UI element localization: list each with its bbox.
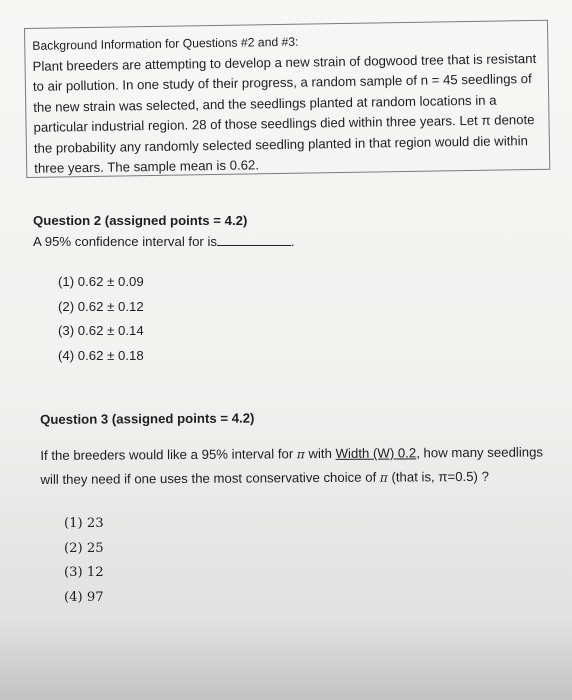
question-3-option-1[interactable]: (1) 23 [64,516,104,531]
question-3-line-2 [40,469,489,487]
background-line-4: particular industrial region. 28 of those seedlings died within three years. Let π denote [33,111,535,135]
question-3-line-1 [40,444,543,463]
pi-symbol: π [296,447,305,462]
question-2-option-2[interactable]: (2) 0.62 ± 0.12 [58,298,144,314]
background-info-box [24,20,550,178]
pi-symbol-2: π [379,470,388,485]
background-title: Background Information for Questions #2 and #3: [32,34,299,53]
question-2-title: Question 2 (assigned points = 4.2) [33,213,248,228]
question-3-text [40,440,543,492]
question-3-option-4[interactable]: (4) 97 [64,589,104,605]
bleed-through-text [290,198,293,212]
question-3-line-1-start: If the breeders would like a 95% interval for [40,446,294,463]
question-2-options [58,270,144,368]
question-3-line-1-end: , how many seedlings [416,444,544,461]
background-line-5: the probability any randomly selected seedling planted in that region would die within [33,132,529,156]
background-line-3: the new strain was selected, and the seedlings planted at random locations in a [33,92,497,115]
question-3-title: Question 3 (assigned points = 4.2) [40,410,255,427]
question-3-line-2-start: will they need if one uses the most conservative choice of [40,469,377,487]
question-3-pi-value: π=0.5) ? [438,468,489,485]
question-2-option-3[interactable]: (3) 0.62 ± 0.14 [58,323,144,338]
question-2-option-1[interactable]: (1) 0.62 ± 0.09 [58,274,144,289]
question-3-option-2[interactable]: (2) 25 [64,540,104,556]
background-line-6: three years. The sample mean is 0.62. [34,157,260,176]
question-3-with: with [308,445,332,462]
question-2 [33,211,295,253]
answer-blank [217,234,291,246]
question-3-that-is: (that is, [391,469,435,485]
background-line-1: Plant breeders are attempting to develop a new strain of dogwood tree that is resistant [32,50,537,74]
question-2-prompt: A 95% confidence interval for is [33,234,217,249]
width-text: Width (W) 0.2 [335,445,417,461]
question-2-period: . [291,234,295,249]
background-line-2: to air pollution. In one study of their progress, a random sample of n = 45 seedlings of [32,71,532,94]
paper-shadow [0,620,572,700]
question-2-option-4[interactable]: (4) 0.62 ± 0.18 [58,347,144,363]
question-3 [40,406,543,492]
question-3-options [64,512,104,610]
question-2-text [33,231,295,253]
question-3-option-3[interactable]: (3) 12 [64,565,104,580]
